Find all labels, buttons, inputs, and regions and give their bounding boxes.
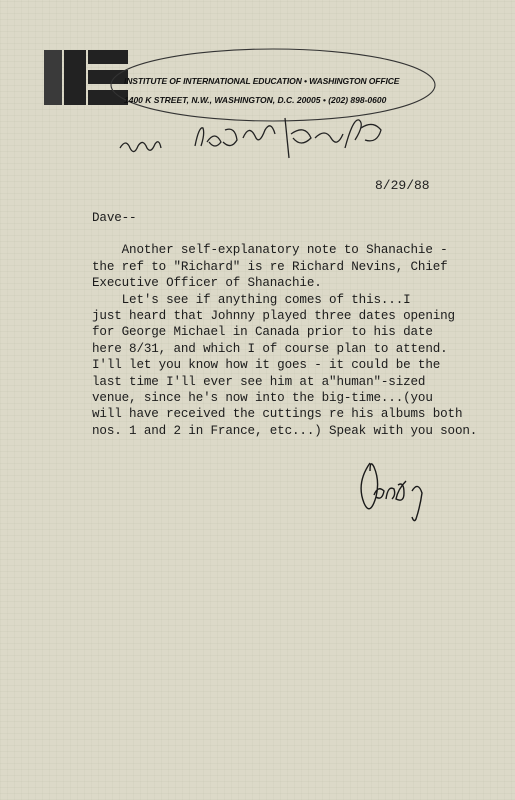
handwritten-annotation	[115, 108, 395, 168]
signature-mark	[352, 455, 452, 525]
letterhead-address: 1400 K STREET, N.W., WASHINGTON, D.C. 20005 • (202) 898-0600	[124, 95, 387, 105]
letterhead-organization: INSTITUTE OF INTERNATIONAL EDUCATION • WASHINGTON OFFICE	[124, 76, 400, 86]
letter-line: the ref to "Richard" is re Richard Nevins, Chief	[92, 259, 448, 274]
letter-line: here 8/31, and which I of course plan to attend.	[92, 341, 448, 356]
letter-line: will have received the cuttings re his albums both	[92, 407, 463, 422]
letter-line: for George Michael in Canada prior to his date	[92, 325, 433, 340]
letter-body	[92, 210, 507, 439]
letter-date: 8/29/88	[375, 178, 430, 193]
letter-line: venue, since he's now into the big-time...(you	[92, 391, 433, 406]
letter-line: last time I'll ever see him at a"human"-sized	[92, 374, 426, 389]
letter-line: Another self-explanatory note to Shanachie -	[92, 243, 448, 258]
letter-line: Executive Officer of Shanachie.	[92, 276, 322, 291]
letter-line: Let's see if anything comes of this...I	[92, 292, 411, 307]
letter-salutation: Dave--	[92, 211, 137, 225]
letter-line: I'll let you know how it goes - it could be the	[92, 358, 441, 373]
letter-line: nos. 1 and 2 in France, etc...) Speak with you soon.	[92, 423, 478, 438]
letter-line: just heard that Johnny played three dates opening	[92, 309, 455, 324]
iie-logo-icon	[44, 50, 128, 105]
